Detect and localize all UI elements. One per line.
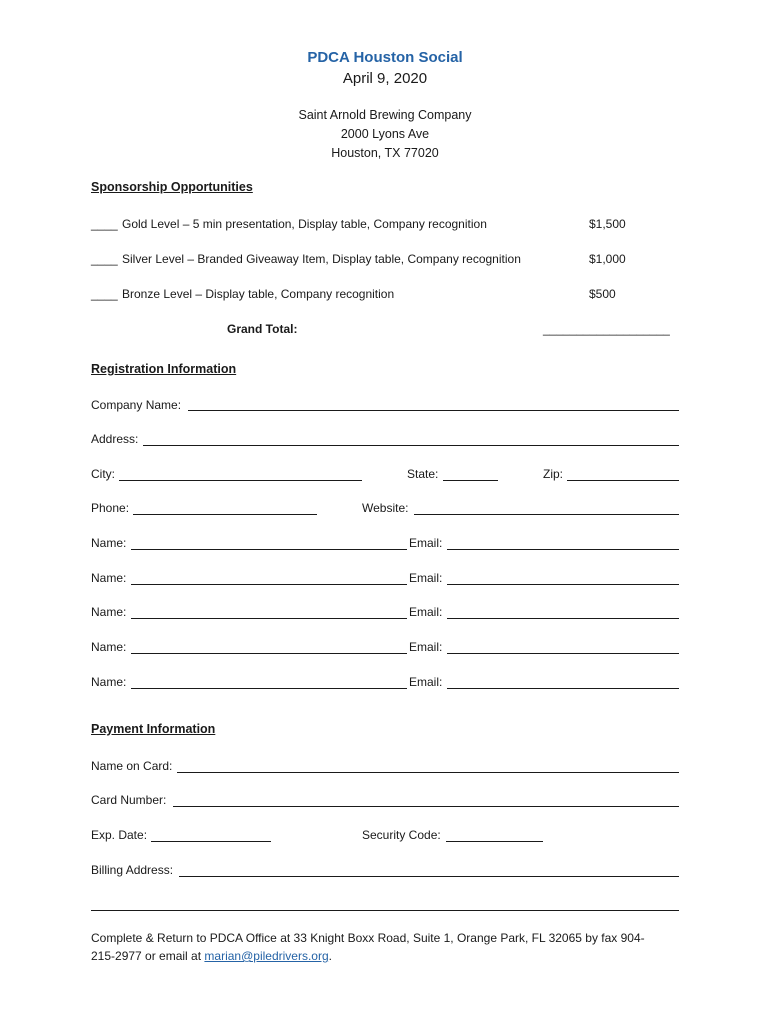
email-link[interactable]: marian@piledrivers.org	[204, 949, 329, 963]
gold-level-text: Gold Level – 5 min presentation, Display table, Company recognition	[122, 217, 487, 231]
state-field[interactable]	[443, 480, 498, 481]
attendee-email-label: Email:	[409, 675, 443, 689]
attendee-name-label: Name:	[91, 571, 127, 585]
card-number-field[interactable]	[173, 806, 679, 807]
zip-field[interactable]	[567, 480, 679, 481]
footer-text: 215-2977 or email at	[91, 949, 205, 963]
attendee-email-label: Email:	[409, 536, 443, 550]
bronze-level-blank[interactable]: ____	[91, 287, 118, 301]
attendee-email-field[interactable]	[447, 653, 679, 654]
city-field[interactable]	[119, 480, 362, 481]
attendee-email-label: Email:	[409, 571, 443, 585]
exp-date-label: Exp. Date:	[91, 828, 148, 842]
payment-heading: Payment Information	[91, 722, 216, 736]
bronze-level-text: Bronze Level – Display table, Company recognition	[122, 287, 395, 301]
name-on-card-field[interactable]	[177, 772, 679, 773]
event-date: April 9, 2020	[342, 70, 428, 87]
billing-address-field-line-2[interactable]	[91, 910, 679, 911]
company-name-label: Company Name:	[91, 398, 182, 412]
venue-name: Saint Arnold Brewing Company	[298, 108, 472, 122]
attendee-name-field[interactable]	[131, 618, 407, 619]
sponsorship-heading: Sponsorship Opportunities	[91, 180, 253, 194]
footer-instructions-line-1: Complete & Return to PDCA Office at 33 Knight Boxx Road, Suite 1, Orange Park, FL 32065 by fax 904-	[91, 931, 645, 945]
silver-level-text: Silver Level – Branded Giveaway Item, Display table, Company recognition	[122, 252, 521, 266]
gold-level-blank[interactable]: ____	[91, 217, 118, 231]
exp-date-field[interactable]	[151, 841, 271, 842]
attendee-name-label: Name:	[91, 640, 127, 654]
attendee-name-label: Name:	[91, 675, 127, 689]
registration-heading: Registration Information	[91, 362, 237, 376]
zip-label: Zip:	[543, 467, 564, 481]
billing-address-label: Billing Address:	[91, 863, 174, 877]
city-label: City:	[91, 467, 115, 481]
address-field[interactable]	[143, 445, 679, 446]
name-on-card-label: Name on Card:	[91, 759, 173, 773]
security-code-label: Security Code:	[362, 828, 441, 842]
silver-level-blank[interactable]: ____	[91, 252, 118, 266]
attendee-name-field[interactable]	[131, 688, 407, 689]
grand-total-label: Grand Total:	[227, 322, 298, 336]
attendee-email-field[interactable]	[447, 549, 679, 550]
address-label: Address:	[91, 432, 139, 446]
footer-period: .	[328, 949, 332, 963]
card-number-label: Card Number:	[91, 793, 167, 807]
attendee-email-label: Email:	[409, 605, 443, 619]
phone-field[interactable]	[133, 514, 317, 515]
website-field[interactable]	[414, 514, 679, 515]
venue-street: 2000 Lyons Ave	[340, 127, 430, 141]
gold-level-price: $1,500	[589, 217, 626, 231]
bronze-level-price: $500	[589, 287, 616, 301]
attendee-email-label: Email:	[409, 640, 443, 654]
attendee-name-field[interactable]	[131, 653, 407, 654]
attendee-name-label: Name:	[91, 536, 127, 550]
footer-instructions-line-2	[91, 949, 332, 963]
event-title: PDCA Houston Social	[307, 49, 463, 66]
billing-address-field[interactable]	[179, 876, 679, 877]
phone-label: Phone:	[91, 501, 130, 515]
attendee-email-field[interactable]	[447, 688, 679, 689]
security-code-field[interactable]	[446, 841, 543, 842]
state-label: State:	[407, 467, 439, 481]
attendee-email-field[interactable]	[447, 584, 679, 585]
attendee-name-label: Name:	[91, 605, 127, 619]
grand-total-blank[interactable]: ___________________	[543, 322, 670, 336]
attendee-name-field[interactable]	[131, 584, 407, 585]
attendee-email-field[interactable]	[447, 618, 679, 619]
website-label: Website:	[362, 501, 409, 515]
attendee-name-field[interactable]	[131, 549, 407, 550]
silver-level-price: $1,000	[589, 252, 626, 266]
company-name-field[interactable]	[188, 410, 679, 411]
venue-city: Houston, TX 77020	[331, 146, 439, 160]
